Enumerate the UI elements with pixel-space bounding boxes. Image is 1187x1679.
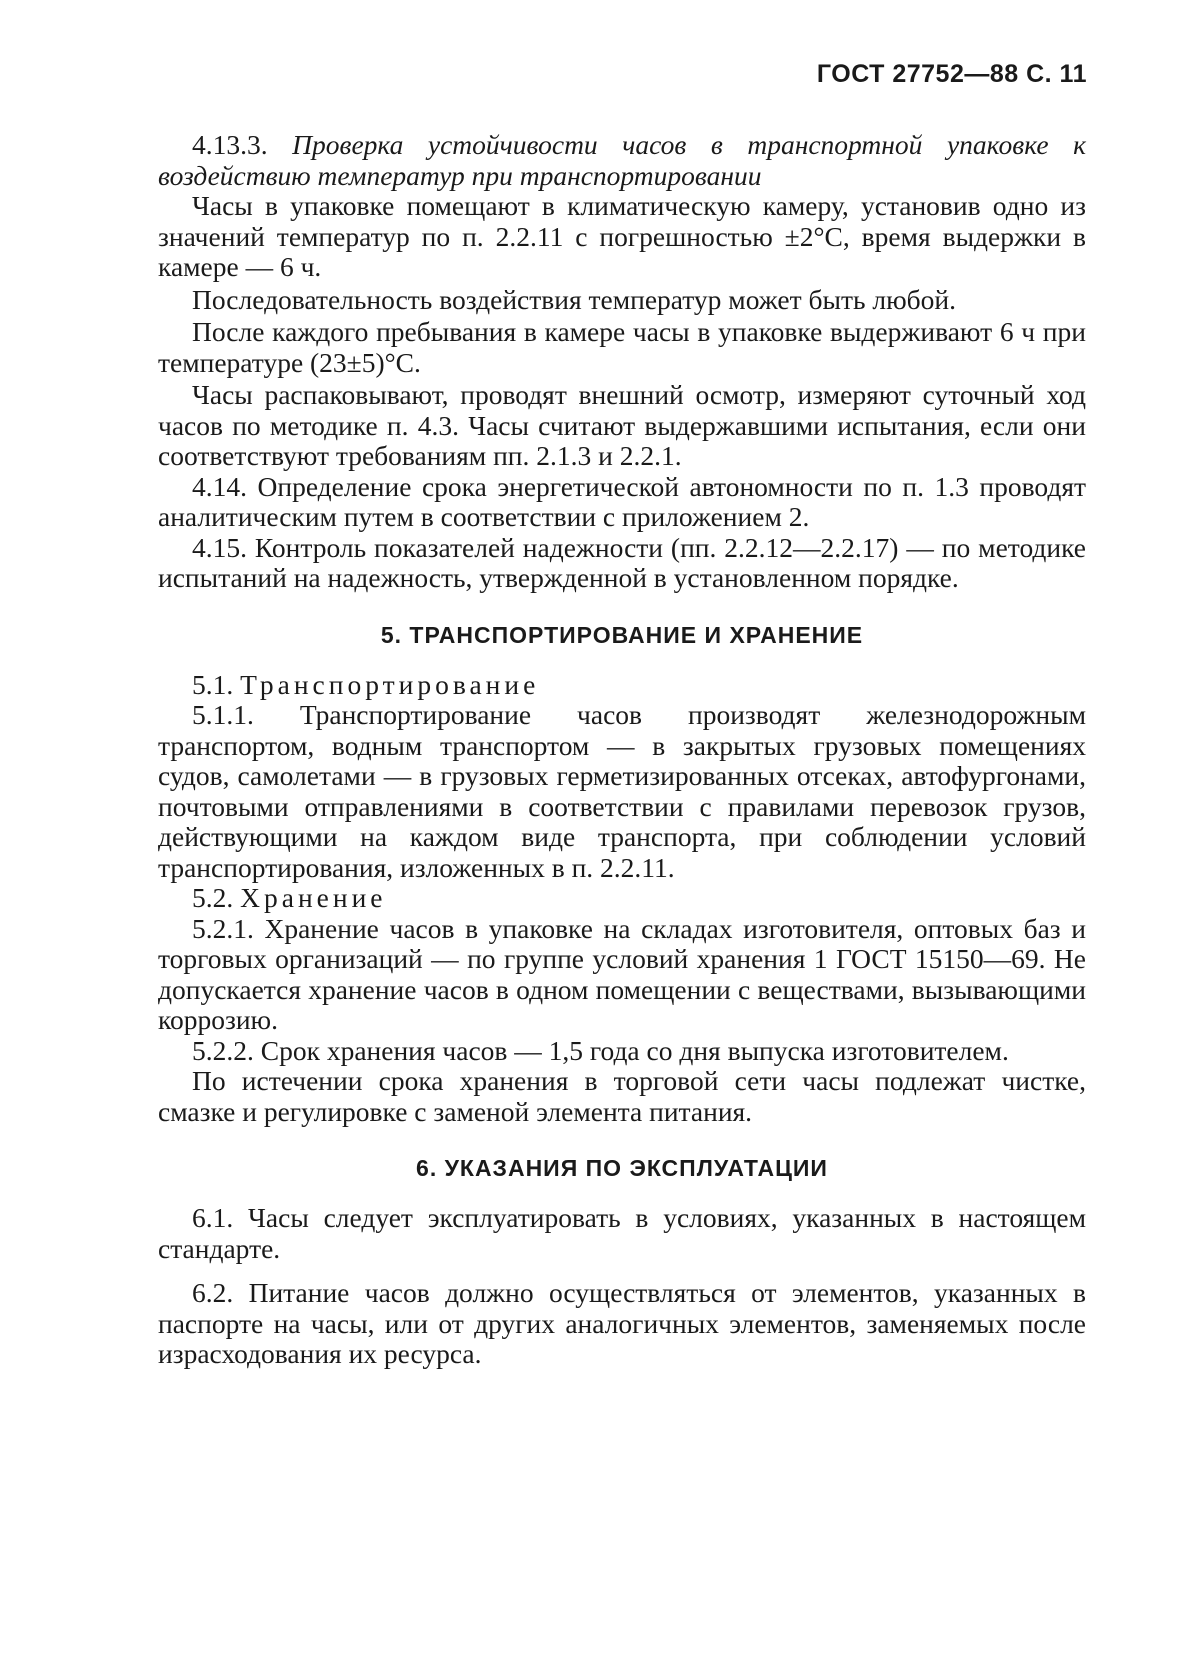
paragraph-4-13-3-b: Последовательность воздействия температур может быть любой.	[192, 283, 957, 315]
subsection-5-1-number: 5.1.	[192, 668, 234, 700]
paragraph-6-2: 6.2. Питание часов должно осуществляться от элементов, указанных в паспорте на часы, или от других аналогичных элементов, заменяемых после израсходования их ресурса.	[158, 1277, 1086, 1369]
paragraph-4-13-3-title	[158, 130, 1086, 191]
subsection-5-2-heading: Хранение	[240, 882, 387, 913]
subsection-5-2-number: 5.2.	[192, 882, 234, 913]
paragraph-4-15: 4.15. Контроль показателей надежности (пп. 2.2.12—2.2.17) — по методике испытаний на надежность, утвержденной в установленном порядке.	[158, 531, 1086, 593]
subsection-5-2-title	[158, 883, 1086, 914]
paragraph-4-13-3-c: После каждого пребывания в камере часы в упаковке выдерживают 6 ч при температуре (23±5)°С.	[158, 316, 1086, 378]
subsection-5-1-title	[158, 670, 1086, 701]
page-header: ГОСТ 27752—88 С. 11	[816, 60, 1087, 88]
paragraph-4-13-3-d: Часы распаковывают, проводят внешний осмотр, измеряют суточный ход часов по методике п. 4.3. Часы считают выдержавшими испытания, если они соответствуют требованиям пп. 2.1.3 и 2.2.1.	[158, 379, 1086, 471]
paragraph-4-14: 4.14. Определение срока энергетической автономности по п. 1.3 проводят аналитическим путем в соответствии с приложением 2.	[158, 470, 1086, 532]
section-5-title: 5. ТРАНСПОРТИРОВАНИЕ И ХРАНЕНИЕ	[380, 621, 864, 648]
paragraph-4-13-3-heading: Проверка устойчивости часов в транспортной упаковке к воздействию температур при транспортировании	[158, 129, 1086, 191]
paragraph-5-2-2: 5.2.2. Срок хранения часов — 1,5 года со дня выпуска изготовителем.	[192, 1034, 1009, 1066]
paragraph-4-13-3-a: Часы в упаковке помещают в климатическую камеру, установив одно из значений температур по п. 2.2.11 с погрешностью ±2°С, время выдержки в камере — 6 ч.	[158, 190, 1086, 282]
paragraph-5-2-3: По истечении срока хранения в торговой сети часы подлежат чистке, смазке и регулировке с заменой элемента питания.	[158, 1065, 1086, 1127]
page-content	[158, 130, 1086, 1370]
paragraph-5-2-1: 5.2.1. Хранение часов в упаковке на складах изготовителя, оптовых баз и торговых организаций — по группе условий хранения 1 ГОСТ 15150—69. Не допускается хранение часов в одном помещении с веществами, вызывающими коррозию.	[158, 912, 1086, 1035]
paragraph-6-1: 6.1. Часы следует эксплуатировать в условиях, указанных в настоящем стандарте.	[158, 1202, 1086, 1264]
paragraph-5-1-1: 5.1.1. Транспортирование часов производят железнодорожным транспортом, водным транспортом — в закрытых грузовых помещениях судов, самолетами — в грузовых герметизированных отсеках, автофургонами, почтовыми отправлениями в соответствии с правилами перевозок грузов, действующими на каждом виде транспорта, при соблюдении условий транспортирования, изложенных в п. 2.2.11.	[158, 699, 1086, 883]
section-6-title: 6. УКАЗАНИЯ ПО ЭКСПЛУАТАЦИИ	[416, 1155, 828, 1181]
subsection-5-1-heading: Транспортирование	[240, 668, 540, 700]
paragraph-4-13-3-number: 4.13.3.	[192, 129, 268, 160]
